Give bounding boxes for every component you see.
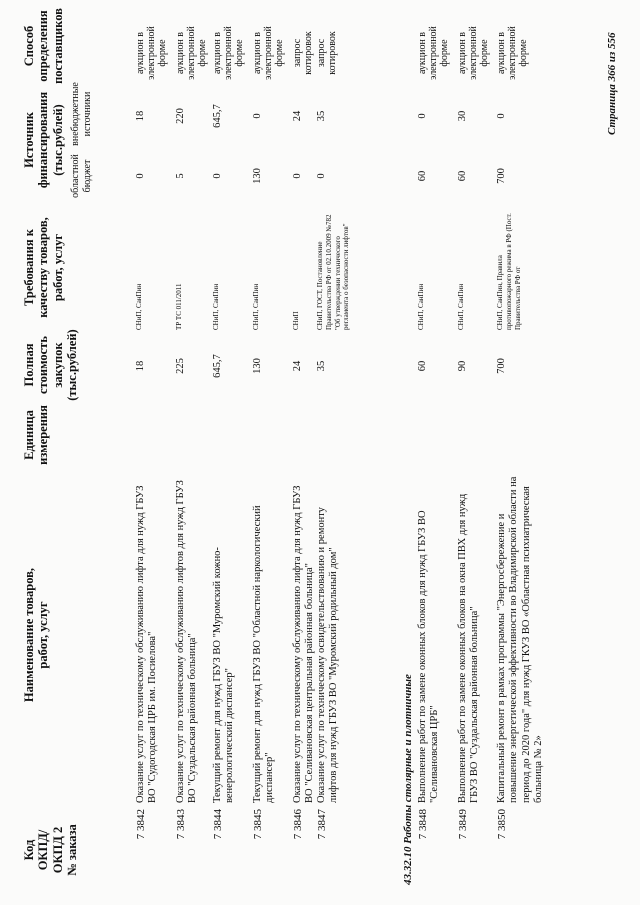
page-number: Страница 366 из 556 — [606, 32, 618, 135]
row-requirements: СНиП, СанПин — [417, 283, 425, 330]
header-unit: Единица измерения — [22, 405, 51, 465]
row-code: 7 3850 — [496, 809, 508, 840]
row-name: Оказание услуг по техническому обслуживанию лифта для нужд ГБУЗ ВО "Селивановская центральная районная больница" — [292, 485, 316, 803]
row-extra: 18 — [135, 110, 146, 122]
row-requirements: СНиП — [292, 311, 300, 330]
row-regional: 0 — [135, 173, 146, 179]
row-name: Капитальный ремонт в рамках программы "Энергосбережение и повышение энергетической эффективности во Владимирской области на период до 2020 года" для нужд ГКУЗ ВО «Областная психиатрическая больница № 2» — [496, 476, 545, 803]
header-requirements: Требования к качеству товаров, работ, услуг — [22, 217, 65, 318]
row-extra: 0 — [417, 113, 428, 119]
row-regional: 130 — [252, 168, 263, 184]
row-extra: 24 — [292, 110, 303, 122]
row-regional: 700 — [496, 168, 507, 184]
header-code: Код ОКПД/ ОКПД 2 № заказа — [22, 824, 80, 876]
row-name: Текущий ремонт для нужд ГБУЗ ВО "Областной наркологический диспансер" — [252, 505, 276, 803]
row-requirements: СНиП, СанПин — [135, 283, 143, 330]
row-requirements: СНиП, СанПин — [252, 283, 260, 330]
header-cost: Полная стоимость закупок (тыс.рублей) — [22, 329, 80, 401]
row-method: аукцион в электронной форме — [175, 26, 209, 80]
row-regional: 60 — [417, 170, 428, 182]
row-code: 7 3843 — [175, 809, 187, 840]
row-regional: 0 — [212, 173, 223, 179]
row-code: 7 3846 — [292, 809, 304, 840]
row-method: аукцион в электронной форме — [496, 26, 530, 80]
row-cost: 645,7 — [212, 354, 223, 378]
row-method: аукцион в электронной форме — [252, 26, 286, 80]
row-cost: 225 — [175, 358, 186, 374]
row-requirements: СНиП, СанПин — [212, 283, 220, 330]
row-method: аукцион в электронной форме — [135, 26, 169, 80]
row-cost: 18 — [135, 360, 146, 372]
row-regional: 0 — [316, 173, 327, 179]
row-extra: 0 — [496, 113, 507, 119]
row-regional: 5 — [175, 173, 186, 179]
row-name: Оказание услуг по техническому освидетельствованию и ремонту лифтов для нужд ГБУЗ ВО "Муромский родильный дом" — [316, 507, 340, 803]
row-cost: 700 — [496, 358, 507, 374]
row-method: аукцион в электронной форме — [457, 26, 491, 80]
header-method: Способ определения поставщиков — [22, 8, 65, 84]
row-name: Выполнение работ по замене оконных блоков для нужд ГБУЗ ВО "Селивановская ЦРБ" — [417, 510, 441, 803]
row-method: запрос котировок — [316, 31, 339, 75]
row-code: 7 3849 — [457, 809, 469, 840]
row-method: аукцион в электронной форме — [417, 26, 451, 80]
row-name: Текущий ремонт для нужд ГБУЗ ВО "Муромский кожно-венерологический диспансер" — [212, 547, 236, 803]
row-name: Оказание услуг по техническому обслуживанию лифтов для нужд ГБУЗ ВО "Суздальская районная больница" — [175, 480, 199, 803]
header-finance-extra: внебюджетные источники — [70, 82, 93, 146]
row-code: 7 3842 — [135, 809, 147, 840]
row-name: Оказание услуг по техническому обслуживанию лифта для нужд ГБУЗ ВО "Судогодская ЦРБ им. Посиелова" — [135, 485, 159, 803]
row-code: 7 3848 — [417, 809, 429, 840]
row-requirements: СНиП, СанПин, Правила противопожарного режима в РФ (Пост. Правительства РФ от — [496, 213, 522, 330]
row-extra: 30 — [457, 110, 468, 122]
header-finance-regional: областной бюджет — [70, 154, 93, 198]
row-extra: 645,7 — [212, 104, 223, 128]
row-requirements: СНиП, СанПин — [457, 283, 465, 330]
header-finance: Источник финансирования (тыс.рублей) — [22, 91, 65, 189]
section-heading: 43.32.10 Работы столярные и плотничные — [402, 674, 414, 885]
row-code: 7 3847 — [316, 809, 328, 840]
row-cost: 24 — [292, 360, 303, 372]
row-regional: 60 — [457, 170, 468, 182]
row-code: 7 3844 — [212, 809, 224, 840]
row-code: 7 3845 — [252, 809, 264, 840]
row-extra: 220 — [175, 108, 186, 124]
row-cost: 130 — [252, 358, 263, 374]
row-cost: 90 — [457, 360, 468, 372]
row-extra: 0 — [252, 113, 263, 119]
row-method: аукцион в электронной форме — [212, 26, 246, 80]
row-requirements: СНиП, ГОСТ, Постановление Правительства РФ от 02.10.2009 №782 "Об утверждении технического регламента о безопасности лифтов" — [316, 214, 351, 330]
row-name: Выполнение работ по замене оконных блоков на окна ПВХ для нужд ГБУЗ ВО "Суздальская районная больница" — [457, 493, 481, 803]
row-requirements: ТР ТС 011/2011 — [175, 283, 183, 330]
row-extra: 35 — [316, 110, 327, 122]
row-regional: 0 — [292, 173, 303, 179]
row-cost: 60 — [417, 360, 428, 372]
header-name: Наименование товаров, работ, услуг — [22, 567, 51, 703]
row-cost: 35 — [316, 360, 327, 372]
row-method: запрос котировок — [292, 31, 315, 75]
